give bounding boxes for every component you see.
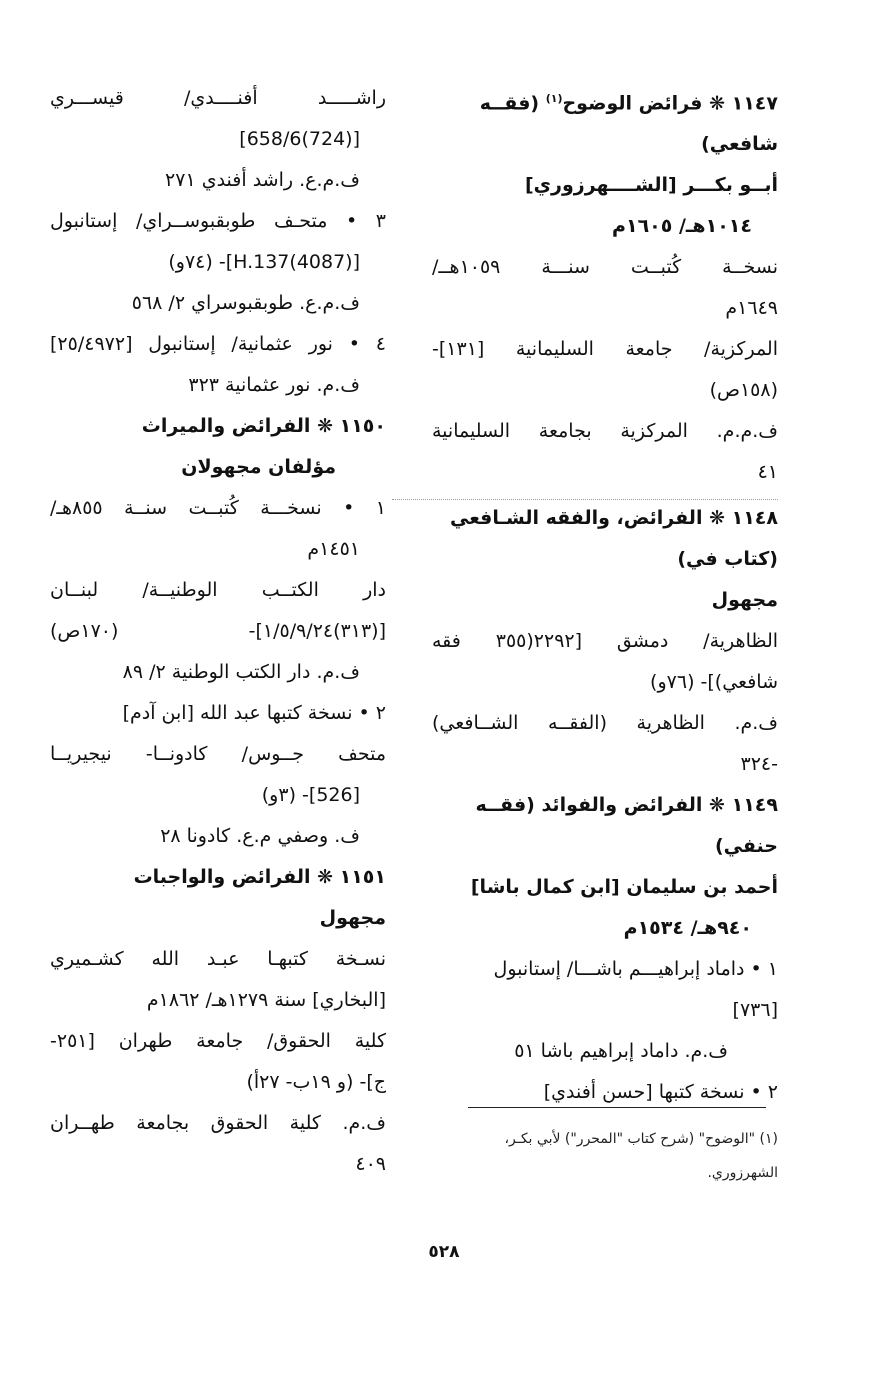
entry-1151-location-cont: ج]- (و ١٩ب- ٢٧أ) [246, 1071, 386, 1093]
entry-1147-author: أبــو بكـــر [الشــــهرزوري] [524, 174, 778, 197]
entry-1149-item-1: ١ • داماد إبراهيـــم باشـــا/ إستانبول [493, 958, 778, 981]
entry-1149-item-2: ٢ • نسخة كتبها [حسن أفندي] [543, 1081, 778, 1104]
entry-1151-title: ١١٥١ ❋ الفرائض والواجبات [133, 866, 386, 888]
entry-1150-item-2-shelfmark: [526]- (٣و) [261, 784, 360, 806]
entry-1150-item-2-location: متحف جــوس/ كادونــا- نيجيريــا [50, 743, 386, 765]
continued-location: راشـــــد أفنــــدي/ قيســـري [50, 87, 386, 109]
entry-1147-category-cont: شافعي) [701, 133, 778, 156]
entry-1150-item-1-shelfmark: [(٣١٣)١/٥/٩/٢٤]- (١٧٠ص) [50, 620, 386, 642]
entry-1148-reference: ف.م. الظاهرية (الفقــه الشــافعي) [432, 712, 778, 735]
entry-1150-item-1-cont: ١٤٥١م [307, 538, 360, 560]
entry-1149-item-1-ref: ف.م. داماد إبراهيم باشا ٥١ [514, 1040, 728, 1063]
entry-1148-location: الظاهرية/ دمشق [٢٢٩٢(٣٥٥ فقه [432, 630, 779, 653]
entry-1149-date: ٩٤٠هـ/ ١٥٣٤م [623, 917, 752, 940]
entry-1151-location: كلية الحقوق/ جامعة طهران [٢٥١- [50, 1030, 386, 1052]
entry-1151-copy-cont: [البخاري] سنة ١٢٧٩هـ/ ١٨٦٢م [146, 989, 386, 1011]
entry-1148-title: ١١٤٨ ❋ الفرائض، والفقه الشـافعي [449, 507, 778, 530]
footnote-line-2: الشهرزوري. [707, 1165, 778, 1181]
entry-1147-copy-cont: ١٦٤٩م [725, 297, 778, 320]
entry-1147-location: المركزية/ جامعة السليمانية [١٣١]- [432, 338, 778, 361]
entry-1150-title: ١١٥٠ ❋ الفرائض والميراث [141, 415, 386, 437]
entry-1149-item-1-cont: [٧٣٦] [732, 999, 778, 1022]
entry-1147-title: ١١٤٧ ❋ فرائض الوضوح [562, 92, 778, 115]
entry-1147-reference: ف.م.م. المركزية بجامعة السليمانية [432, 420, 778, 443]
entry-1149-title: ١١٤٩ ❋ الفرائض والفوائد (فقــه [475, 794, 778, 817]
entry-1150-item-1-reference: ف.م. دار الكتب الوطنية ٢/ ٨٩ [122, 661, 360, 683]
entry-1151-copy: نسـخة كتبهـا عبـد الله كشـميري [50, 948, 386, 970]
entry-1151-reference: ف.م. كلية الحقوق بجامعة طهــران [50, 1112, 386, 1134]
entry-1147-category: (فقــه [479, 92, 546, 115]
entry-1147-copy: نسخــة كُتبــت سنـــة ١٠٥٩هــ/ [432, 256, 778, 279]
item-3-reference: ف.م.ع. طوبقبوسراي ٢/ ٥٦٨ [131, 292, 360, 314]
item-4-reference: ف.م. نور عثمانية ٣٢٣ [188, 374, 360, 396]
entry-1150-item-2: ٢ • نسخة كتبها عبد الله [ابن آدم] [122, 702, 386, 724]
item-3: ٣ • متحـف طوبقبوســراي/ إستانبول [50, 210, 386, 232]
entry-1147-title-line [432, 78, 778, 124]
entry-1150-item-2-reference: ف. وصفي م.ع. كادونا ٢٨ [160, 825, 360, 847]
entry-1150-item-1-location: دار الكتــب الوطنيــة/ لبنــان [50, 579, 386, 601]
entry-1150-item-1: ١ • نسخـــة كُتبــت سنــة ٨٥٥هـ/ [50, 497, 386, 519]
item-4: ٤ • نور عثمانية/ إستانبول [٢٥/٤٩٧٢] [50, 333, 386, 355]
entry-1151-reference-cont: ٤٠٩ [355, 1153, 386, 1175]
entry-1150-author: مؤلفان مجهولان [181, 456, 336, 478]
entry-1148-category: (كتاب في) [677, 548, 778, 571]
entry-1147-date: ١٠١٤هـ/ ١٦٠٥م [612, 215, 752, 238]
footnote-ref: (١) [545, 92, 563, 105]
footnote [432, 1122, 778, 1190]
entry-1149-category: حنفي) [714, 835, 778, 858]
right-column [432, 78, 778, 1113]
entry-1151-author: مجهول [319, 907, 386, 929]
item-3-cont: [(4087)H.137]- (٧٤و) [168, 251, 360, 273]
entry-1147-location-cont: (١٥٨ص) [709, 379, 778, 402]
continued-location-cont: [(724)658/6] [239, 128, 360, 150]
entry-1147-reference-cont: ٤١ [757, 461, 778, 484]
footnote-line-1: (١) "الوضوح" (شرح كتاب "المحرر") لأبي بكـر، [504, 1131, 778, 1147]
entry-1148-location-cont: شافعي)]- (٧٦و) [650, 671, 778, 694]
page-number: ٥٢٨ [428, 1242, 460, 1262]
continued-reference: ف.م.ع. راشد أفندي ٢٧١ [165, 169, 360, 191]
left-column [50, 78, 386, 1185]
entry-1149-author: أحمد بن سليمان [ابن كمال باشا] [470, 876, 778, 899]
entry-1148-author: مجهول [711, 589, 778, 612]
footnote-rule [468, 1107, 766, 1108]
entry-1148-reference-cont: -٣٢٤ [740, 753, 778, 776]
